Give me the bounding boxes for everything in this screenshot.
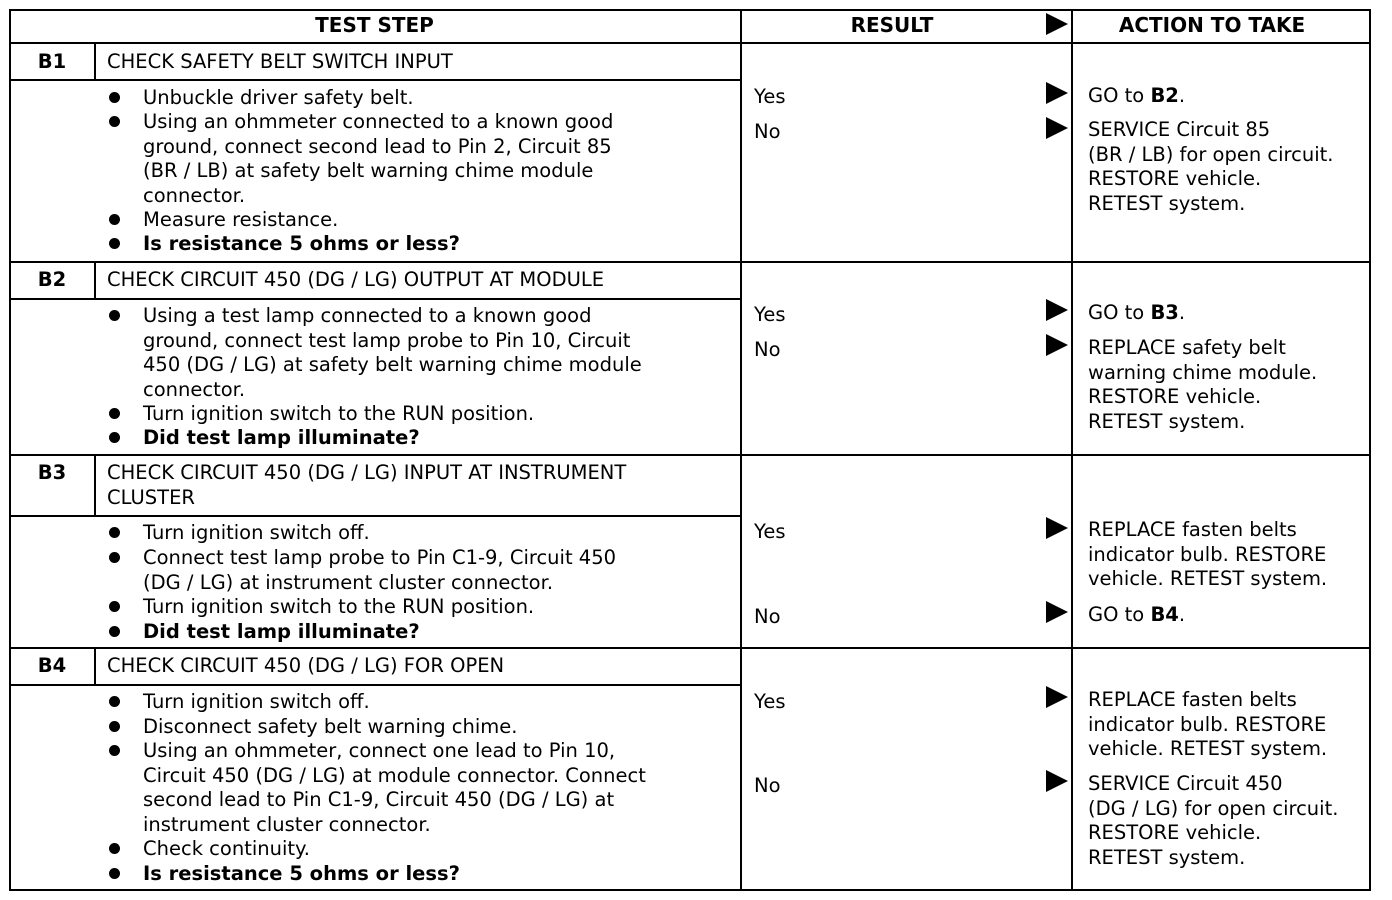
column-divider-result [740, 9, 742, 891]
bullet-icon [109, 214, 120, 225]
bullet-icon [109, 745, 120, 756]
result-label: No [754, 774, 781, 797]
title-rule-b1 [9, 79, 742, 81]
bullet-icon [109, 601, 120, 612]
action-text: REPLACE fasten belts indicator bulb. RESTORE vehicle. RETEST system. [1088, 518, 1328, 590]
id-divider-b1 [94, 43, 96, 81]
result-label: Yes [754, 303, 786, 326]
step-instruction: Using an ohmmeter, connect one lead to Pin 10, Circuit 450 (DG / LG) at module connector. Connect second lead to Pin C1-9, Circuit 450 (DG / LG) at instrument cluster connector. [143, 739, 646, 836]
step-id: B4 [37, 654, 67, 677]
row-rule-b3 [9, 647, 1371, 649]
step-instruction: Using an ohmmeter connected to a known good ground, connect second lead to Pin 2, Circuit 85 (BR / LB) at safety belt warning chime module connector. [143, 110, 614, 207]
arrow-icon [1046, 770, 1068, 792]
bullet-icon [109, 721, 120, 732]
bullet-icon [109, 432, 120, 443]
step-question: Is resistance 5 ohms or less? [143, 862, 460, 885]
arrow-icon [1046, 686, 1068, 708]
arrow-icon [1046, 117, 1068, 139]
step-instruction: Turn ignition switch off. [143, 690, 370, 713]
action-text: SERVICE Circuit 85 (BR / LB) for open circuit. RESTORE vehicle. RETEST system. [1088, 118, 1334, 215]
result-label: Yes [754, 520, 786, 543]
bullet-icon [109, 527, 120, 538]
id-divider-b4 [94, 648, 96, 686]
arrow-icon [1046, 517, 1068, 539]
header-test-step: TEST STEP [315, 13, 434, 37]
action-text: GO to B4. [1088, 603, 1186, 626]
row-rule-b1 [9, 261, 1371, 263]
bullet-icon [109, 310, 120, 321]
bullet-icon [109, 408, 120, 419]
id-divider-b2 [94, 262, 96, 300]
step-instruction: Check continuity. [143, 837, 310, 860]
step-instruction: Disconnect safety belt warning chime. [143, 715, 518, 738]
result-label: No [754, 338, 781, 361]
step-question: Did test lamp illuminate? [143, 620, 420, 643]
action-text: GO to B3. [1088, 301, 1186, 324]
step-instruction: Measure resistance. [143, 208, 339, 231]
step-title: CHECK SAFETY BELT SWITCH INPUT [107, 50, 453, 73]
bullet-icon [109, 238, 120, 249]
action-text: GO to B2. [1088, 84, 1186, 107]
action-text: REPLACE safety belt warning chime module. RESTORE vehicle. RETEST system. [1088, 336, 1318, 433]
step-instruction: Turn ignition switch off. [143, 521, 370, 544]
arrow-icon [1046, 601, 1068, 623]
step-instruction: Connect test lamp probe to Pin C1-9, Circuit 450 (DG / LG) at instrument cluster connector. [143, 546, 617, 594]
title-rule-b3 [9, 515, 742, 517]
bullet-icon [109, 92, 120, 103]
title-rule-b2 [9, 298, 742, 300]
header-rule [9, 42, 1371, 44]
action-text: SERVICE Circuit 450 (DG / LG) for open circuit. RESTORE vehicle. RETEST system. [1088, 772, 1339, 869]
step-id: B2 [37, 268, 67, 291]
arrow-icon [1046, 13, 1068, 35]
bullet-icon [109, 552, 120, 563]
row-rule-b2 [9, 454, 1371, 456]
step-title: CHECK CIRCUIT 450 (DG / LG) INPUT AT INSTRUMENT CLUSTER [107, 461, 627, 509]
step-title: CHECK CIRCUIT 450 (DG / LG) FOR OPEN [107, 654, 505, 677]
step-question: Is resistance 5 ohms or less? [143, 232, 460, 255]
step-id: B1 [37, 50, 67, 73]
bullet-icon [109, 696, 120, 707]
step-instruction: Unbuckle driver safety belt. [143, 86, 414, 109]
arrow-icon [1046, 82, 1068, 104]
bullet-icon [109, 868, 120, 879]
result-label: No [754, 120, 781, 143]
action-text: REPLACE fasten belts indicator bulb. RESTORE vehicle. RETEST system. [1088, 688, 1328, 760]
arrow-icon [1046, 299, 1068, 321]
title-rule-b4 [9, 684, 742, 686]
bullet-icon [109, 626, 120, 637]
id-divider-b3 [94, 455, 96, 517]
step-instruction: Turn ignition switch to the RUN position. [143, 595, 535, 618]
step-title: CHECK CIRCUIT 450 (DG / LG) OUTPUT AT MODULE [107, 268, 605, 291]
column-divider-action [1071, 9, 1073, 891]
result-label: No [754, 605, 781, 628]
header-result: RESULT [850, 13, 934, 37]
step-instruction: Turn ignition switch to the RUN position. [143, 402, 535, 425]
bullet-icon [109, 116, 120, 127]
arrow-icon [1046, 334, 1068, 356]
result-label: Yes [754, 85, 786, 108]
header-action: ACTION TO TAKE [1118, 13, 1306, 37]
step-instruction: Using a test lamp connected to a known good ground, connect test lamp probe to Pin 10, Circuit 450 (DG / LG) at safety belt warning chime module connector. [143, 304, 642, 401]
bullet-icon [109, 843, 120, 854]
result-label: Yes [754, 690, 786, 713]
step-question: Did test lamp illuminate? [143, 426, 420, 449]
step-id: B3 [37, 461, 67, 484]
